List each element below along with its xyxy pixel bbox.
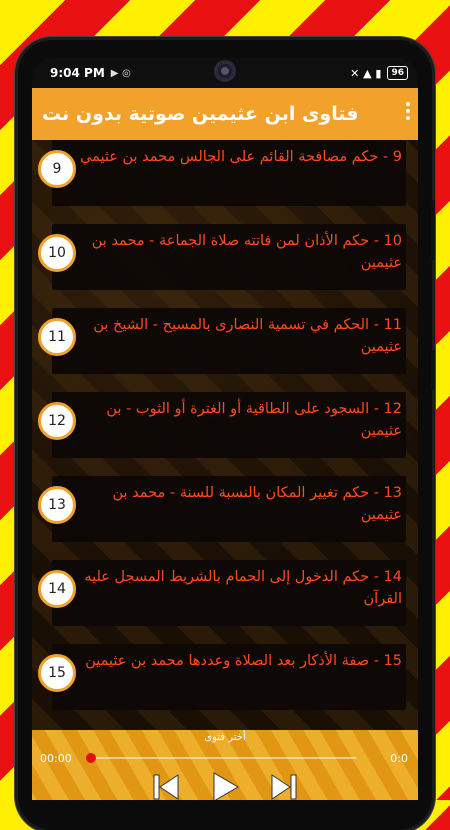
- player-caption: أختر فتوى: [204, 732, 246, 743]
- list-item[interactable]: [32, 140, 418, 206]
- item-number-badge: 15: [38, 654, 76, 692]
- item-number-badge: 11: [38, 318, 76, 356]
- elapsed-time: 00:00: [40, 752, 72, 765]
- item-number-badge: 9: [38, 150, 76, 188]
- list-item[interactable]: [32, 224, 418, 290]
- list-item[interactable]: [32, 644, 418, 710]
- seek-thumb[interactable]: [86, 753, 96, 763]
- list-item[interactable]: [32, 560, 418, 626]
- volume-button: [431, 200, 435, 260]
- status-bar: [32, 58, 418, 88]
- app-title: فتاوى ابن عثيمين صوتية بدون نت: [42, 103, 359, 125]
- app-bar: [32, 88, 418, 140]
- item-title: 15 - صفة الأذكار بعد الصلاة وعددها محمد بن عثيمين: [85, 653, 402, 669]
- audio-player: [32, 730, 418, 800]
- item-title: 11 - الحكم في تسمية النصارى بالمسيح - الشيخ بن عثيمين: [93, 317, 402, 355]
- item-number-badge: 13: [38, 486, 76, 524]
- battery-icon: 96: [387, 66, 408, 80]
- item-title: 13 - حكم تغيير المكان بالنسبة للسنة - محمد بن عثيمين: [112, 485, 402, 523]
- next-icon[interactable]: [268, 770, 300, 800]
- play-icon[interactable]: [208, 770, 242, 800]
- status-time: 9:04 PM: [50, 66, 105, 80]
- item-number-badge: 14: [38, 570, 76, 608]
- fatwa-list: [32, 140, 418, 730]
- screen: [32, 58, 418, 800]
- total-time: 0:0: [390, 752, 408, 765]
- seek-bar[interactable]: [90, 757, 356, 759]
- signal-icons: ✕ ▲ ▮: [350, 66, 382, 80]
- camera-cutout: [214, 60, 236, 82]
- system-icons: [350, 66, 408, 80]
- item-number-badge: 10: [38, 234, 76, 272]
- overflow-menu-icon[interactable]: [404, 102, 410, 120]
- notification-icons: ▶ ◎: [110, 67, 131, 79]
- item-title: 12 - السجود على الطاقية أو الغترة أو الثوب - بن عثيمين: [106, 401, 402, 439]
- previous-icon[interactable]: [150, 770, 182, 800]
- list-item[interactable]: [32, 392, 418, 458]
- item-title: 9 - حكم مصافحة القائم على الجالس محمد بن عثيمي: [79, 149, 402, 165]
- item-title: 10 - حكم الأذان لمن فاتته صلاة الجماعة - محمد بن عثيمين: [91, 233, 402, 271]
- player-controls: [32, 770, 418, 800]
- item-title: 14 - حكم الدخول إلى الحمام بالشريط المسجل عليه القرآن: [84, 569, 402, 607]
- list-item[interactable]: [32, 308, 418, 374]
- power-button: [431, 350, 435, 390]
- item-number-badge: 12: [38, 402, 76, 440]
- list-item[interactable]: [32, 476, 418, 542]
